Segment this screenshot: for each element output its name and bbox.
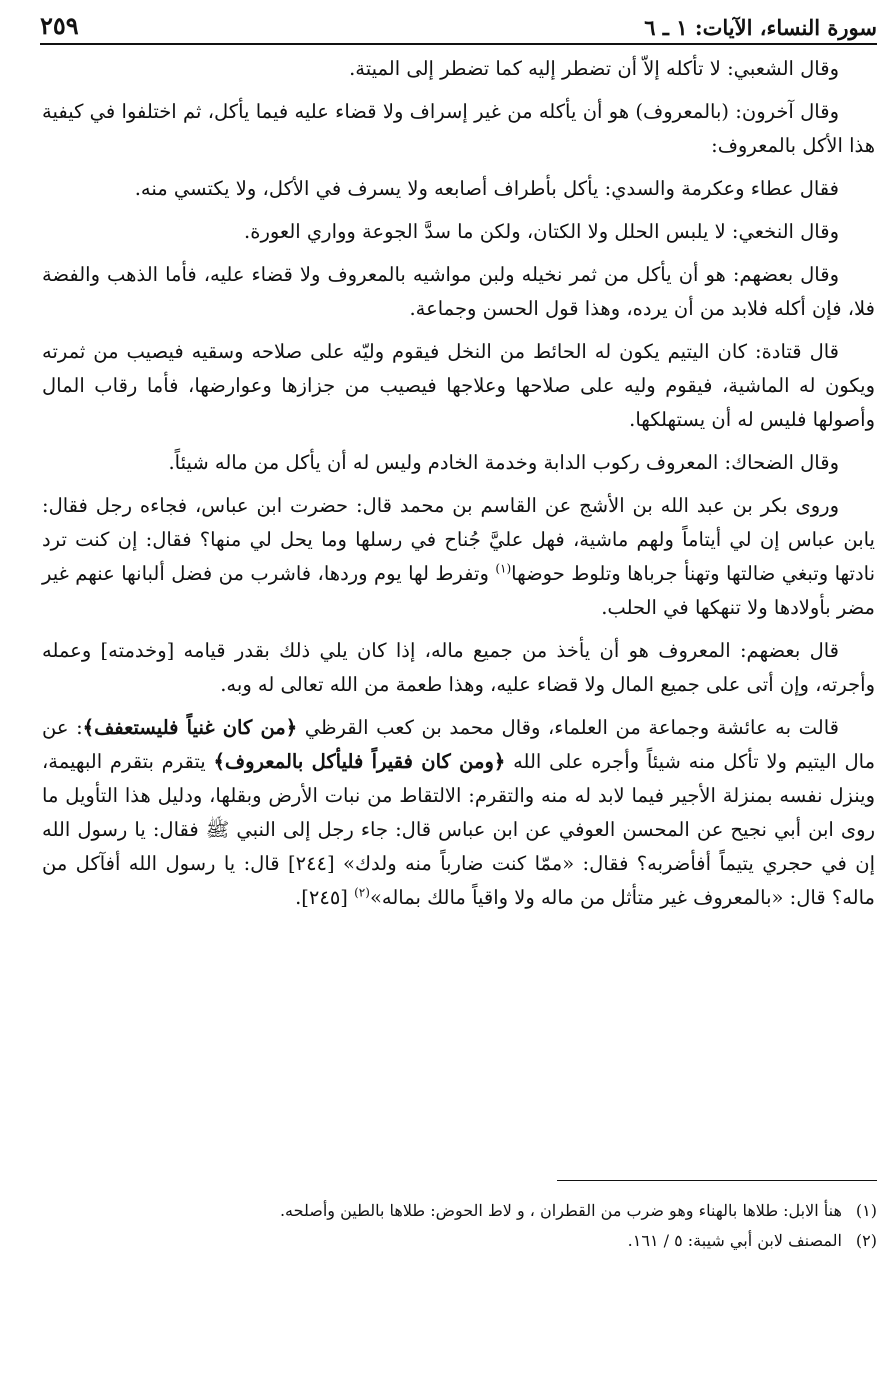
running-title: سورة النساء، الآيات: ١ ـ ٦ [644,15,877,40]
main-text [42,52,875,924]
text-segment: وتفرط لها يوم وردها، فاشرب من فضل ألبانها عنهم غير مضر بأولادها ولا تنهكها في الحلب. [42,562,875,619]
page-header [40,4,877,45]
footnote-divider [557,1180,877,1181]
text-segment: : عن مال اليتيم ولا تأكل منه شيئاً وأجره على الله [42,716,876,773]
paragraph-qatada: قال قتادة: كان اليتيم يكون له الحائط من النخل فيقوم وليّه على صلاحه وسقيه فيصيب من ثمرته ويكون له الماشية، فيقوم وليه على صلاحها وعلاجها فيصيب من جزازها وعوارضها، فأما رقاب المال وأصولها فليس له أن يستهلكها. [42,340,875,431]
quran-quote-ghaniy: ﴿من كان غنياً فليستعفف﴾ [82,716,298,739]
paragraph-ata: فقال عطاء وعكرمة والسدي: يأكل بأطراف أصابعه ولا يسرف في الأكل، ولا يكتسي منه. [134,177,839,200]
paragraph-dahhak: وقال الضحاك: المعروف ركوب الدابة وخدمة الخادم وليس له أن يأكل من ماله شيئاً. [168,451,839,474]
footnote-text: هنأ الابل: طلاها بالهناء وهو ضرب من القطران ، و لاط الحوض: طلاها بالطين وأصلحه. [279,1201,842,1220]
footnote-1 [40,1196,877,1226]
paragraph-ibn-abbas [42,489,875,625]
paragraph-akharun: وقال آخرون: (بالمعروف) هو أن يأكله من غير إسراف ولا قضاء عليه فيما يأكل، ثم اختلفوا في كيفية هذا الأكل بالمعروف: [42,100,875,157]
paragraph-baadhuhum-maruf: قال بعضهم: المعروف هو أن يأخذ من جميع ماله، إذا كان يلي ذلك بقدر قيامه [وخدمته] وعمله وأجرته، وإن أتى على جميع المال ولا قضاء عليه، وهذا طعمة من الله تعالى له وبه. [42,639,875,696]
text-segment: يتقرم بتقرم البهيمة، وينزل نفسه بمنزلة الأجير فيما لابد له منه والتقرم: الالتقاط من نبات الأرض وبقلها، ودليل هذا التأويل ما روى ابن أبي نجيح عن المحسن العوفي عن ابن عباس قال: جاء رجل إلى النبي ﷺ فقال: يا رسول الله إن في حجري يتيماً أفأضربه؟ فقال: «ممّا كنت ضارباً منه ولدك» [٢٤٤] قال: يا رسول الله أفآكل من ماله؟ قال: «بالمعروف غير متأثل من ماله ولا واقياً مالك بماله» [42,750,875,909]
text-segment: وروى بكر بن عبد الله بن الأشج عن القاسم بن محمد قال: حضرت ابن عباس، فجاءه رجل فقال: يابن عباس إن لي أيتاماً ولهم ماشية، فهل عليَّ جُناح في رسلها وما يحل لي منها؟ فقال: إن كنت ترد نادتها وتبغي ضالتها وتهنأ جرباها وتلوط حوضها [42,494,875,585]
footnote-text: المصنف لابن أبي شيبة: ٥ / ١٦١. [627,1231,842,1250]
footnote-ref-1[interactable]: (١) [495,561,512,576]
paragraph-aisha [42,711,875,915]
footnote-number: (١) [855,1201,877,1220]
footnotes [40,1196,877,1256]
quran-quote-faqir: ﴿ومن كان فقيراً فليأكل بالمعروف﴾ [213,750,506,773]
text-segment: [٢٤٥]. [295,886,355,909]
footnote-2 [40,1226,877,1256]
paragraph-shabi: وقال الشعبي: لا تأكله إلاّ أن تضطر إليه كما تضطر إلى الميتة. [349,57,839,80]
paragraph-nakhai: وقال النخعي: لا يلبس الحلل ولا الكتان، ولكن ما سدَّ الجوعة وواري العورة. [244,220,839,243]
text-segment: قالت به عائشة وجماعة من العلماء، وقال محمد بن كعب القرظي [297,716,839,739]
footnote-number: (٢) [855,1231,877,1250]
page-number: ٢٥٩ [40,11,79,40]
footnote-ref-2[interactable]: (٢) [354,885,370,900]
paragraph-baadhuhum-thamar: وقال بعضهم: هو أن يأكل من ثمر نخيله ولبن مواشيه بالمعروف ولا قضاء عليه، فأما الذهب والفضة فلا، فإن أكله فلابد من أن يرده، وهذا قول الحسن وجماعة. [42,263,875,320]
